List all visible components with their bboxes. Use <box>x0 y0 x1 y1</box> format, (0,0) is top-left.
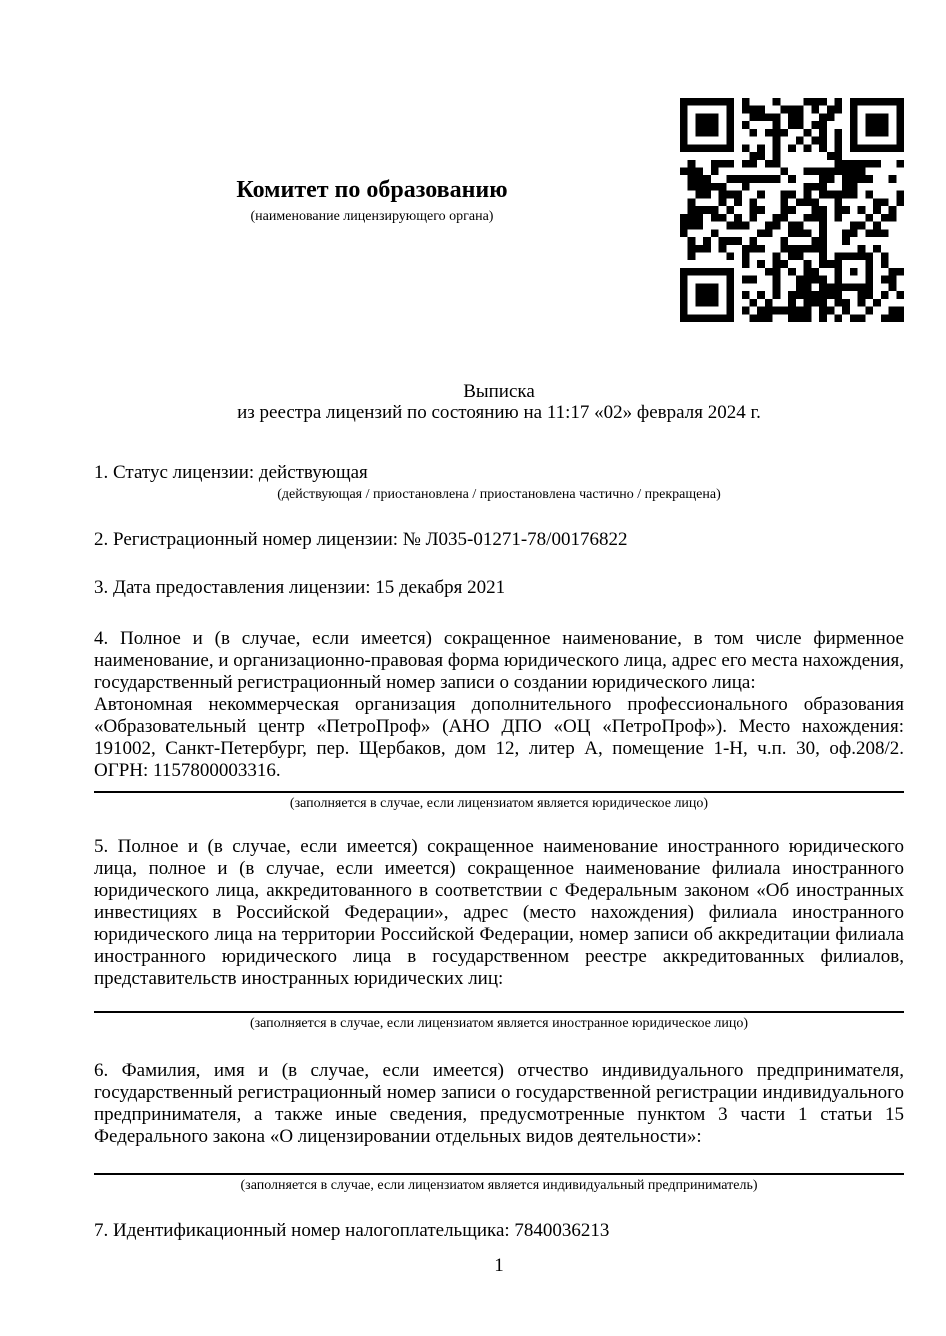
field-entrepreneur-prompt: 6. Фамилия, имя и (в случае, если имеется) отчество индивидуального предпринимателя, государственный регистрационный номер записи о государственной регистрации индивидуального предпринимателя, а также иные сведения, предусмотренные пунктом 3 части 1 статьи 15 Федерального закона «О лицензировании отдельных видов деятельности»: <box>94 1060 904 1147</box>
field-taxpayer-id: 7. Идентификационный номер налогоплательщика: 7840036213 <box>94 1220 610 1241</box>
field-foreign-entity-prompt: 5. Полное и (в случае, если имеется) сокращенное наименование иностранного юридического лица, полное и (в случае, если имеется) сокращенное наименование филиала иностранного юридического лица, аккредитованного в соответствии с Федеральным законом «Об иностранных инвестициях в Российской Федерации», адрес (место нахождения) филиала иностранного юридического лица на территории Российской Федерации, номер записи об аккредитации филиала иностранного юридического лица в государственном реестре аккредитованных филиалов, представительств иностранных юридических лиц: <box>94 836 904 989</box>
field-license-date: 3. Дата предоставления лицензии: 15 декабря 2021 <box>94 577 506 598</box>
field-license-status-caption: (действующая / приостановлена / приостановлена частично / прекращена) <box>277 487 721 502</box>
blank-field-caption-foreign-entity: (заполняется в случае, если лицензиатом является иностранное юридическое лицо) <box>249 1016 749 1031</box>
blank-field-rule-entrepreneur <box>94 1173 904 1175</box>
licensing-authority-header <box>94 176 650 225</box>
field-registration-number: 2. Регистрационный номер лицензии: № Л035-01271-78/00176822 <box>94 529 628 550</box>
authority-name-caption: (наименование лицензирующего органа) <box>250 209 494 224</box>
field-legal-entity-prompt: 4. Полное и (в случае, если имеется) сокращенное наименование, в том числе фирменное наименование, и организационно-правовая форма юридического лица, адрес его места нахождения, государственный регистрационный номер записи о создании юридического лица: <box>94 628 904 693</box>
blank-field-rule-legal-entity <box>94 791 904 793</box>
document-title-line2: из реестра лицензий по состоянию на 11:17 «02» февраля 2024 г. <box>237 402 761 423</box>
blank-field-caption-entrepreneur: (заполняется в случае, если лицензиатом является индивидуальный предприниматель) <box>240 1178 758 1193</box>
document-title <box>94 381 904 423</box>
blank-field-rule-foreign-entity <box>94 1011 904 1013</box>
page-number: 1 <box>494 1255 504 1276</box>
qr-code-icon <box>680 98 904 322</box>
document-title-line1: Выписка <box>463 381 535 402</box>
document-body <box>94 381 904 1242</box>
field-license-status: 1. Статус лицензии: действующая <box>94 462 368 483</box>
blank-field-caption-legal-entity: (заполняется в случае, если лицензиатом является юридическое лицо) <box>289 796 709 811</box>
field-legal-entity-value: Автономная некоммерческая организация дополнительного профессионального образования «Образовательный центр «ПетроПроф» (АНО ДПО «ОЦ «ПетроПроф»). Место нахождения: 191002, Санкт-Петербург, пер. Щербаков, дом 12, литер А, помещение 1-Н, ч.п. 30, оф.208/2. ОГРН: 1157800003316. <box>94 694 904 781</box>
authority-name: Комитет по образованию <box>236 177 508 203</box>
